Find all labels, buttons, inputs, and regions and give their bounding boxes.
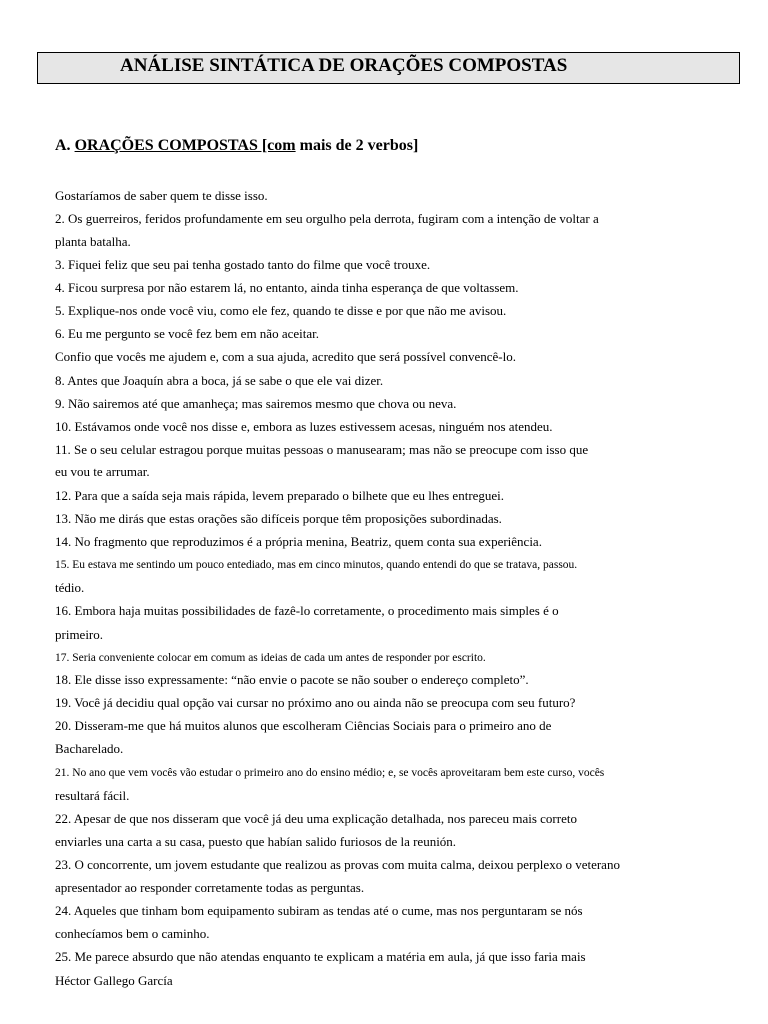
exercise-line: 18. Ele disse isso expressamente: “não envie o pacote se não souber o endereço completo”. bbox=[55, 672, 529, 687]
exercise-line: 25. Me parece absurdo que não atendas enquanto te explicam a matéria em aula, já que isso faria mais bbox=[55, 949, 586, 964]
exercise-line: 24. Aqueles que tinham bom equipamento subiram as tendas até o cume, mas nos perguntaram se nós bbox=[55, 903, 583, 918]
exercise-line: 21. No ano que vem vocês vão estudar o primeiro ano do ensino médio; e, se vocês aproveitaram bem este curso, vocês bbox=[55, 767, 605, 779]
section-heading bbox=[55, 137, 418, 155]
exercise-line: 11. Se o seu celular estragou porque muitas pessoas o manusearam; mas não se preocupe com isso que bbox=[55, 442, 589, 457]
title-box bbox=[37, 52, 740, 84]
section-prefix: A. bbox=[55, 137, 75, 154]
exercise-line: eu vou te arrumar. bbox=[55, 464, 150, 479]
exercise-line: primeiro. bbox=[55, 627, 104, 642]
document-title: ANÁLISE SINTÁTICA DE ORAÇÕES COMPOSTAS bbox=[120, 55, 568, 76]
exercise-line: 23. O concorrente, um jovem estudante que realizou as provas com muita calma, deixou perplexo o veterano bbox=[55, 857, 620, 872]
exercise-line: 19. Você já decidiu qual opção vai cursar no próximo ano ou ainda não se preocupa com seu futuro? bbox=[55, 695, 576, 710]
exercise-line: 13. Não me dirás que estas orações são difíceis porque têm proposições subordinadas. bbox=[55, 511, 502, 526]
exercise-line: 6. Eu me pergunto se você fez bem em não aceitar. bbox=[55, 326, 319, 341]
exercise-line: 16. Embora haja muitas possibilidades de fazê-lo corretamente, o procedimento mais simples é o bbox=[55, 603, 559, 618]
exercise-line: Bacharelado. bbox=[55, 741, 124, 756]
exercise-line: 14. No fragmento que reproduzimos é a própria menina, Beatriz, quem conta sua experiência. bbox=[55, 534, 542, 549]
exercise-line: 12. Para que a saída seja mais rápida, levem preparado o bilhete que eu lhes entreguei. bbox=[55, 488, 505, 503]
exercise-line: 9. Não sairemos até que amanheça; mas sairemos mesmo que chova ou neva. bbox=[55, 396, 457, 411]
exercise-line: 17. Seria conveniente colocar em comum as ideias de cada um antes de responder por escrito. bbox=[55, 652, 486, 664]
exercise-line: tédio. bbox=[55, 580, 85, 595]
exercise-line: 20. Disseram-me que há muitos alunos que escolheram Ciências Sociais para o primeiro ano de bbox=[55, 718, 552, 733]
exercise-line: apresentador ao responder corretamente todas as perguntas. bbox=[55, 880, 365, 895]
exercise-line: enviarles una carta a su casa, puesto que habían salido furiosos de la reunión. bbox=[55, 834, 457, 849]
exercise-line: 8. Antes que Joaquín abra a boca, já se sabe o que ele vai dizer. bbox=[55, 373, 384, 388]
exercise-line: 3. Fiquei feliz que seu pai tenha gostado tanto do filme que você trouxe. bbox=[55, 257, 431, 272]
exercise-line: 15. Eu estava me sentindo um pouco entediado, mas em cinco minutos, quando entendi do que se tratava, passou. bbox=[55, 559, 578, 571]
section-underlined: ORAÇÕES COMPOSTAS [com bbox=[74, 137, 296, 154]
author-footer: Héctor Gallego García bbox=[55, 973, 173, 988]
exercise-line: 4. Ficou surpresa por não estarem lá, no entanto, ainda tinha esperança de que voltassem. bbox=[55, 280, 519, 295]
exercise-line: 2. Os guerreiros, feridos profundamente em seu orgulho pela derrota, fugiram com a intenção de voltar a bbox=[55, 211, 599, 226]
exercise-line: Gostaríamos de saber quem te disse isso. bbox=[55, 188, 268, 203]
section-rest: mais de 2 verbos] bbox=[295, 137, 419, 154]
exercise-line: conhecíamos bem o caminho. bbox=[55, 926, 210, 941]
exercise-line: 10. Estávamos onde você nos disse e, embora as luzes estivessem acesas, ninguém nos atendeu. bbox=[55, 419, 553, 434]
exercise-line: Confio que vocês me ajudem e, com a sua ajuda, acredito que será possível convencê-lo. bbox=[55, 349, 516, 364]
exercise-line: 22. Apesar de que nos disseram que você já deu uma explicação detalhada, nos pareceu mais correto bbox=[55, 811, 577, 826]
exercise-line: 5. Explique-nos onde você viu, como ele fez, quando te disse e por que não me avisou. bbox=[55, 303, 507, 318]
exercise-line: resultará fácil. bbox=[55, 788, 130, 803]
exercise-line: planta batalha. bbox=[55, 234, 131, 249]
